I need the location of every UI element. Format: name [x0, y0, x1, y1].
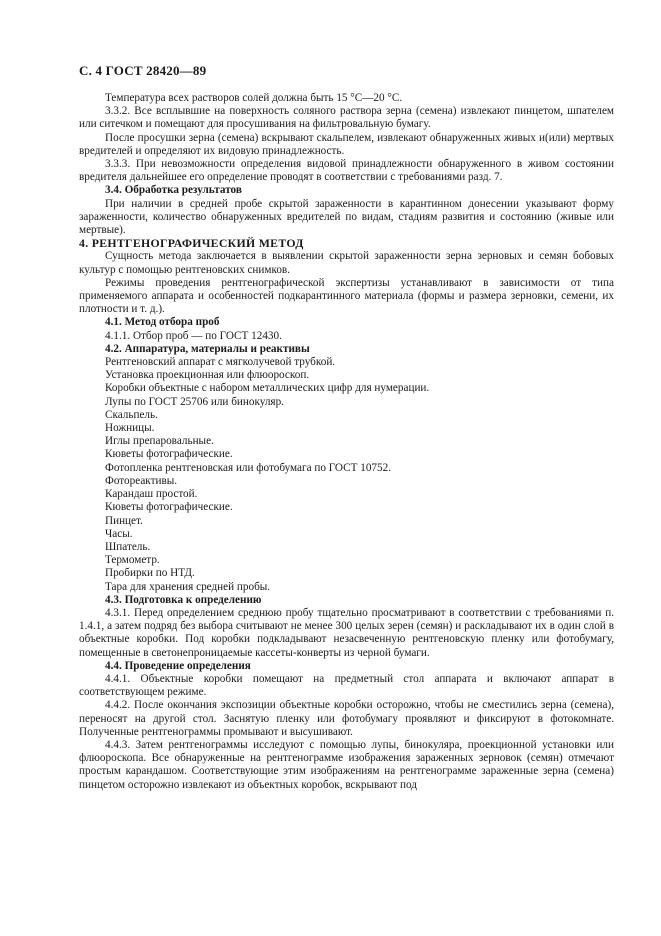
list-item: Часы.: [105, 527, 133, 540]
paragraph: Режимы проведения рентгенографической экспертизы устанавливают в зависимости от типа применяемого аппарата и особенностей подкарантинного материала (формы и размера зерновки, семени, их плотности и т. д.).: [79, 276, 614, 316]
list-item: Рентгеновский аппарат с мягколучевой трубкой.: [105, 356, 336, 369]
document-body: [79, 92, 614, 792]
subsection-heading: 4.2. Аппаратура, материалы и реактивы: [105, 342, 310, 355]
list-item: Ножницы.: [105, 422, 155, 435]
list-item: Скальпель.: [105, 408, 158, 421]
section-title: 4. РЕНТГЕНОГРАФИЧЕСКИЙ МЕТОД: [79, 236, 304, 251]
list-item: Установка проекционная или флюороскоп.: [105, 369, 310, 382]
paragraph: 4.4.1. Объектные коробки помещают на предметный стол аппарата и включают аппарат в соответствующем режиме.: [79, 672, 614, 699]
list-item: Тара для хранения средней пробы.: [105, 580, 271, 593]
list-item: Лупы по ГОСТ 25706 или бинокуляр.: [105, 395, 284, 408]
list-item: Термометр.: [105, 554, 160, 567]
paragraph: Сущность метода заключается в выявлении скрытой зараженности зерна зерновых и семян бобовых культур с помощью рентгеновских снимков.: [79, 250, 614, 276]
list-item: Карандаш простой.: [105, 488, 198, 501]
paragraph: При наличии в средней пробе скрытой зараженности в карантинном донесении указывают форму зараженности, количество обнаруженных вредителей по видам, стадиям развития и состоянию (живые или мертвые).: [79, 197, 614, 237]
list-item: Кюветы фотографические.: [105, 448, 233, 461]
subsection-heading: 4.4. Проведение определения: [105, 659, 251, 672]
paragraph: Температура всех растворов солей должна быть 15 °С—20 °С.: [105, 92, 403, 104]
list-item: Пинцет.: [105, 514, 143, 527]
list-item: Фотопленка рентгеновская или фотобумага по ГОСТ 10752.: [105, 461, 392, 474]
paragraph: 4.3.1. Перед определением среднюю пробу тщательно просматривают в соответствии с требованиями п. 1.4.1, а затем подряд без выбора считывают не менее 300 целых зерен (семян) и раскладывают их в один слой в объектные коробки. Под коробки подкладывают незасвеченную рентгеновскую пленку или фотобумагу, помещенные в светонепроницаемые кассеты-конверты из черной бумаги.: [79, 606, 614, 659]
list-item: Фотореактивы.: [105, 474, 178, 487]
paragraph: 4.4.2. После окончания экспозиции объектные коробки осторожно, чтобы не сместились зерна (семена), переносят на другой стол. Заснятую пленку или фотобумагу проявляют и фиксируют в фотокомнате. Полученные рентгенограммы промывают и высушивают.: [79, 699, 614, 738]
paragraph: После просушки зерна (семена) вскрывают скальпелем, извлекают обнаруженных живых и(или) мертвых вредителей и определяют их видовую принадлежность.: [79, 131, 614, 157]
list-item: Кюветы фотографические.: [105, 501, 233, 514]
list-item: Иглы препаровальные.: [105, 435, 214, 448]
paragraph: 3.3.2. Все всплывшие на поверхность соляного раствора зерна (семена) извлекают пинцетом, шпателем или ситечком и помещают для просушивания на фильтровальную бумагу.: [79, 105, 614, 131]
subsection-heading: 3.4. Обработка результатов: [105, 184, 242, 197]
subsection-heading: 4.1. Метод отбора проб: [105, 316, 220, 329]
list-item: Пробирки по НТД.: [105, 567, 195, 580]
subsection-heading: 4.3. Подготовка к определению: [105, 593, 262, 606]
paragraph: 3.3.3. При невозможности определения видовой принадлежности обнаруженного в живом состоянии вредителя дальнейшее его определение проводят в соответствии с требованиями разд. 7.: [79, 158, 614, 184]
list-item: 4.1.1. Отбор проб — по ГОСТ 12430.: [105, 329, 282, 342]
page-header: С. 4 ГОСТ 28420—89: [79, 63, 207, 78]
list-item: Коробки объектные с набором металлических цифр для нумерации.: [105, 382, 430, 395]
list-item: Шпатель.: [105, 540, 151, 553]
paragraph: 4.4.3. Затем рентгенограммы исследуют с помощью лупы, бинокуляра, проекционной установки или флюороскопа. Все обнаруженные на рентгенограмме изображения зараженных зерновок (семян) отмечают простым карандашом. Соответствующие этим изображениям на рентгенограмме зараженные зерна (семена) пинцетом осторожно извлекают из объектных коробок, вскрывают под: [79, 738, 614, 791]
